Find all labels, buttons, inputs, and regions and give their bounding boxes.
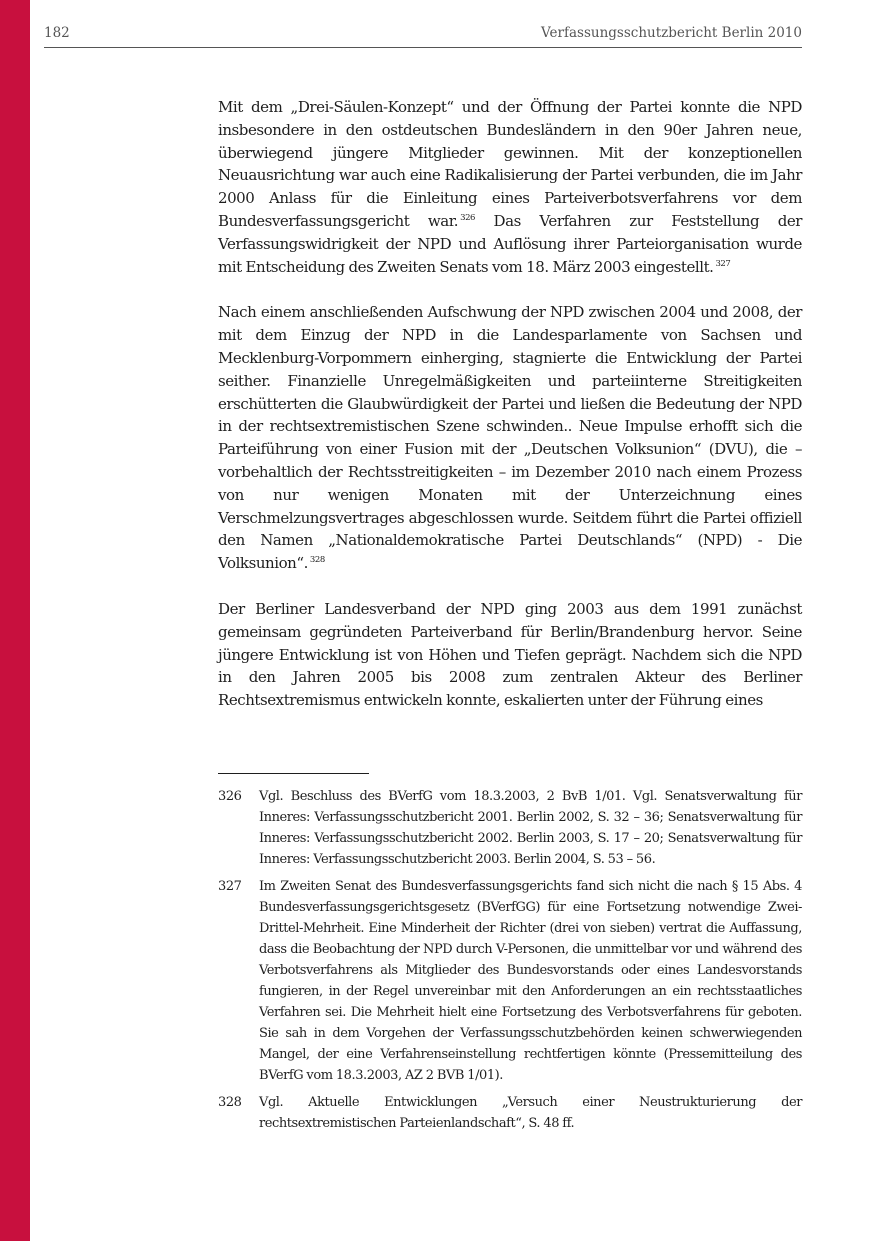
running-title: Verfassungsschutzbericht Berlin 2010 bbox=[541, 25, 802, 41]
footnote-text: Vgl. Beschluss des BVerfG vom 18.3.2003, 2 BvB 1/01. Vgl. Senatsverwaltung für Inneres: Verfassungsschutzbericht 2001. Berlin 2002, S. 32 – 36; Senatsverwaltung für Inneres: Verfassungsschutzbericht 2002. Berlin 2003, S. 17 – 20; Senatsverwaltung für Inneres: Verfassungsschutzbericht 2003. Berlin 2004, S. 53 – 56. bbox=[259, 789, 802, 867]
paragraph-2-text: Nach einem anschließenden Aufschwung der NPD zwischen 2004 und 2008, der mit dem Einzug der NPD in die Landesparlamente von Sachsen und Mecklenburg-Vorpommern einherging, stagnierte die Entwicklung der Partei seither. Finanzielle Unregelmäßigkeiten und parteiinterne Streitigkeiten erschütterten die Glaubwürdigkeit der Partei und ließen die Bedeutung der NPD in der rechtsextremistischen Szene schwinden.. Neue Impulse erhofft sich die Parteiführung von einer Fusion mit der „Deutschen Volksunion“ (DVU), die – vorbehaltlich der Rechtsstreitigkeiten – im Dezember 2010 nach einem Prozess von nur wenigen Monaten mit der Unterzeichnung eines Verschmelzungsvertrages abgeschlossen wurde. Seitdem führt die Partei offiziell den Namen „Nationaldemokratische Partei Deutschlands“ (NPD) - Die Volksunion“. bbox=[218, 303, 802, 573]
footnote-ref-328[interactable]: 328 bbox=[309, 555, 325, 566]
footnote-ref-326[interactable]: 326 bbox=[460, 212, 475, 223]
paragraph-1-text-b: Das Verfahren zur Feststellung der Verfassungswidrigkeit der NPD und Auflösung ihrer Parteiorganisation wurde mit Entscheidung des Zweiten Senats vom 18. März 2003 eingestellt. bbox=[218, 211, 802, 276]
footnote-327 bbox=[218, 876, 802, 1086]
footnote-number: 327 bbox=[218, 879, 242, 894]
red-side-bar bbox=[0, 0, 30, 1241]
footnote-328 bbox=[218, 1092, 802, 1134]
paragraph-3-text: Der Berliner Landesverband der NPD ging 2003 aus dem 1991 zunächst gemeinsam gegründeten Parteiverband für Berlin/Brandenburg hervor. Seine jüngere Entwicklung ist von Höhen und Tiefen geprägt. Nachdem sich die NPD in den Jahren 2005 bis 2008 zum zentralen Akteur des Berliner Rechtsextremismus entwickeln konnte, eskalierten unter der Führung eines bbox=[218, 599, 802, 710]
paragraph-1-text-a: Mit dem „Drei-Säulen-Konzept“ und der Öffnung der Partei konnte die NPD insbesondere in den ostdeutschen Bundesländern in den 90er Jahren neue, überwiegend jüngere Mitglieder gewinnen. Mit der konzeptionellen Neuausrichtung war auch eine Radikalisierung der Partei verbunden, die im Jahr 2000 Anlass für die Einleitung eines Parteiverbotsverfahrens vor dem Bundesverfassungsgericht war. bbox=[218, 98, 802, 230]
paragraph-2 bbox=[218, 301, 802, 575]
page-number: 182 bbox=[44, 25, 70, 41]
footnote-text: Im Zweiten Senat des Bundesverfassungsgerichts fand sich nicht die nach § 15 Abs. 4 Bundesverfassungsgerichtsgesetz (BVerfGG) für eine Fortsetzung notwendige Zwei-Drittel-Mehrheit. Eine Minderheit der Richter (drei von sieben) vertrat die Auffassung, dass die Beobachtung der NPD durch V-Personen, die unmittelbar vor und während des Verbotsverfahrens als Mitglieder des Bundesvorstands oder eines Landesvorstands fungieren, in der Regel unvereinbar mit den Anforderungen an ein rechtsstaatliches Verfahren sei. Die Mehrheit hielt eine Fortsetzung des Verbotsverfahrens für geboten. Sie sah in dem Vorgehen der Verfassungsschutzbehörden keinen schwerwiegenden Mangel, der eine Verfahrenseinstellung rechtfertigen könnte (Pressemitteilung des BVerfG vom 18.3.2003, AZ 2 BVB 1/01). bbox=[259, 879, 802, 1083]
paragraph-3 bbox=[218, 598, 802, 712]
footnote-ref-327[interactable]: 327 bbox=[715, 258, 731, 269]
footnote-number: 326 bbox=[218, 789, 242, 804]
footnote-separator bbox=[218, 773, 369, 774]
footnote-326 bbox=[218, 786, 802, 870]
footnote-text: Vgl. Aktuelle Entwicklungen „Versuch einer Neustrukturierung der rechtsextremistischen Parteienlandschaft“, S. 48 ff. bbox=[259, 1095, 802, 1131]
page-header bbox=[44, 22, 802, 48]
footnote-number: 328 bbox=[218, 1095, 242, 1110]
body-text bbox=[218, 96, 802, 735]
paragraph-1 bbox=[218, 96, 802, 278]
footnotes bbox=[218, 786, 802, 1140]
